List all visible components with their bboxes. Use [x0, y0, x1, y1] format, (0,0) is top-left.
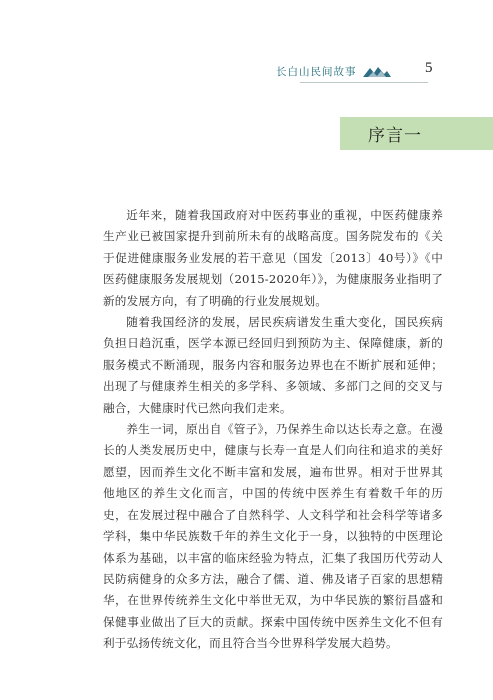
paragraph: 随着我国经济的发展，居民疾病谱发生重大变化，国民疾病负担日趋沉重，医学本源已经回归到预防为主、保障健康，新的服务模式不断涌现，服务内容和服务边界也在不断扩展和延伸；出现了与健康养生相关的多学科、多领域、多部门之间的交叉与融合，大健康时代已然向我们走来。: [103, 315, 443, 415]
header-rule: [300, 82, 428, 83]
section-title: 序言一: [368, 126, 422, 146]
book-title: 长白山民间故事: [276, 66, 357, 78]
body-text: [103, 205, 443, 655]
section-banner: [340, 117, 493, 150]
paragraph: 养生一词，原出自《管子》，乃保养生命以达长寿之意。在漫长的人类发展历史中，健康与长寿一直是人们向往和追求的美好愿望，因而养生文化不断丰富和发展，遍布世界。相对于世界其他地区的养生文化而言，中国的传统中医养生有着数千年的历史，在发展过程中融合了自然科学、人文科学和社会科学等诸多学科，集中华民族数千年的养生文化于一身，以独特的中医理论体系为基础，以丰富的临床经验为特点，汇集了我国历代劳动人民防病健身的众多方法，融合了儒、道、佛及诸子百家的思想精华，在世界传统养生文化中举世无双，为中华民族的繁衍昌盛和保健事业做出了巨大的贡献。探索中国传统中医养生文化不但有利于弘扬传统文化，而且符合当今世界科学发展大趋势。: [103, 422, 443, 651]
running-head: [276, 64, 392, 79]
page-number: 5: [425, 60, 433, 76]
mountain-logo-icon: [362, 66, 392, 78]
paragraph: 近年来，随着我国政府对中医药事业的重视，中医药健康养生产业已被国家提升到前所未有的战略高度。国务院发布的《关于促进健康服务业发展的若干意见（国发〔2013〕40号）》《中医药健康服务发展规划（2015-2020年）》，为健康服务业指明了新的发展方向，有了明确的行业发展规划。: [103, 208, 443, 308]
